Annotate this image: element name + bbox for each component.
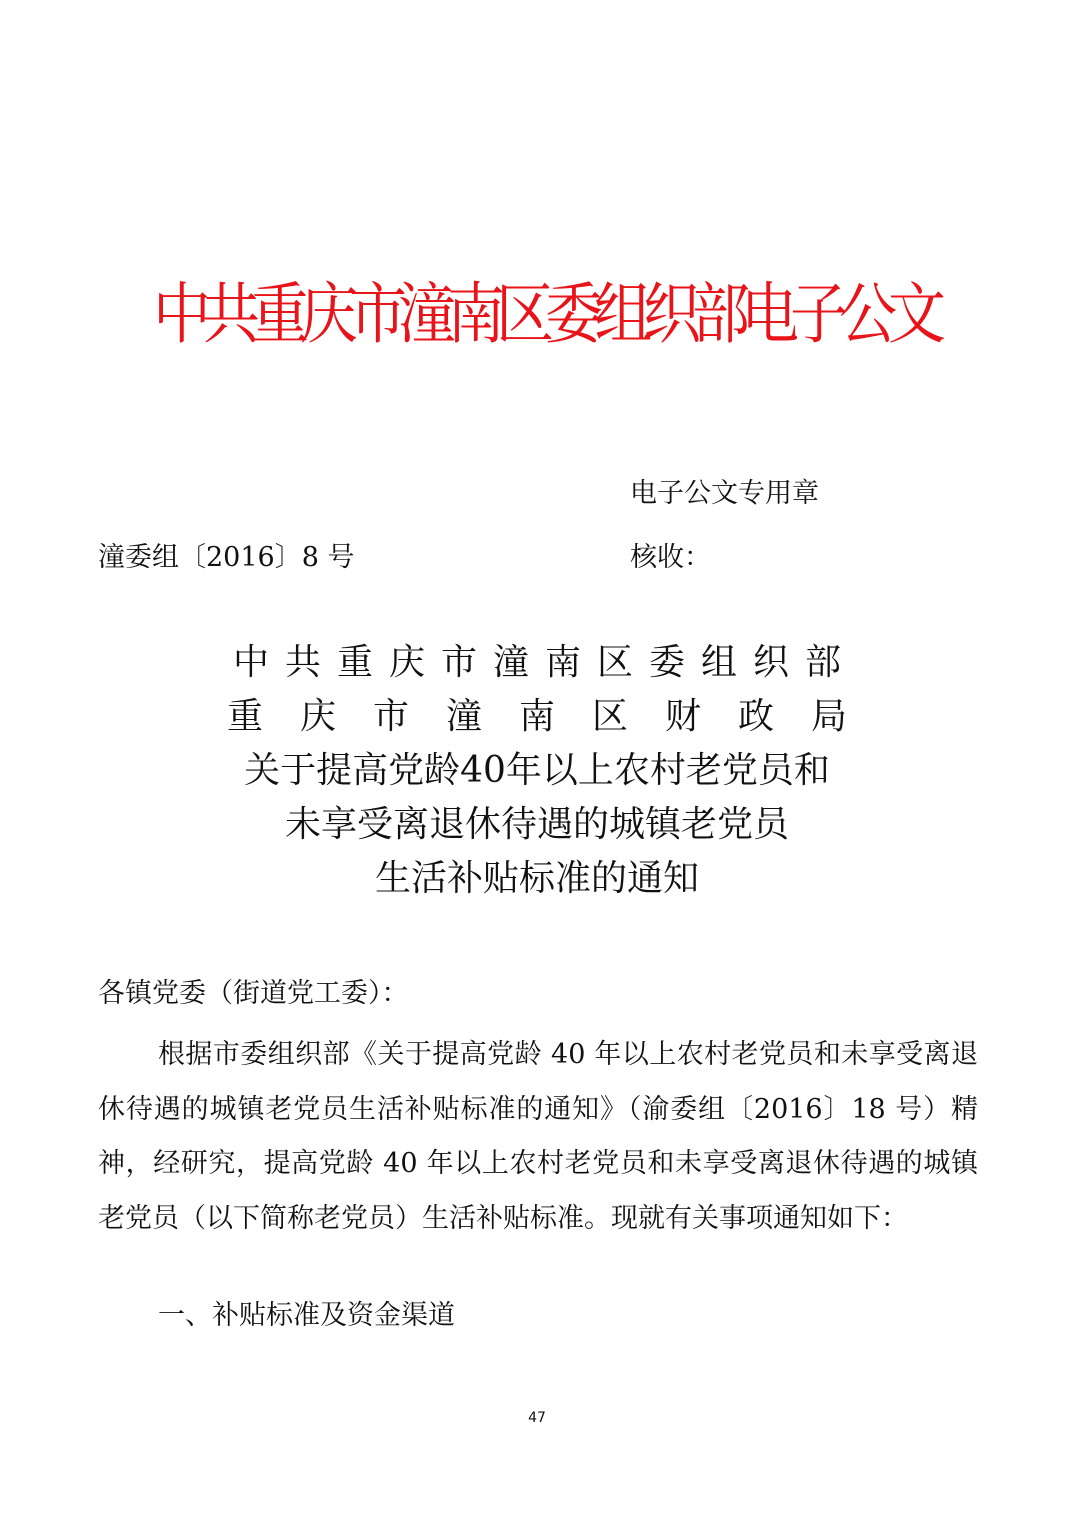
check-receipt-label: 核收： <box>630 542 711 573</box>
section-heading: 一、补贴标准及资金渠道 <box>158 1300 455 1331</box>
issuer-organization-department: 中共重庆市潼南区委组织部 <box>232 642 857 683</box>
electronic-seal-label: 电子公文专用章 <box>630 478 819 509</box>
document-number: 潼委组〔2016〕8 号 <box>98 542 355 573</box>
issuer-finance-bureau: 重庆市潼南区财政局 <box>226 696 884 737</box>
title-subject-line: 关于提高党龄40年以上农村老党员和 <box>244 750 830 791</box>
document-header-title: 中共重庆市潼南区委组织部电子公文 <box>152 274 937 354</box>
title-issuer-line <box>120 636 954 690</box>
page-number: 47 <box>528 1410 546 1426</box>
body-paragraph: 根据市委组织部《关于提高党龄 40 年以上农村老党员和未享受离退休待遇的城镇老党员生活补贴标准的通知》（渝委组〔2016〕18 号）精神，经研究，提高党龄 40 年以上农村老党员和未享受离退休待遇的城镇老党员（以下简称老党员）生活补贴标准。现就有关事项通知如下： <box>98 1039 978 1234</box>
title-subject-line: 生活补贴标准的通知 <box>374 858 699 899</box>
title-subject-line: 未享受离退休待遇的城镇老党员 <box>284 804 789 845</box>
salutation: 各镇党委（街道党工委）： <box>98 978 409 1009</box>
title-issuer-line <box>120 690 954 744</box>
document-title <box>120 636 954 906</box>
